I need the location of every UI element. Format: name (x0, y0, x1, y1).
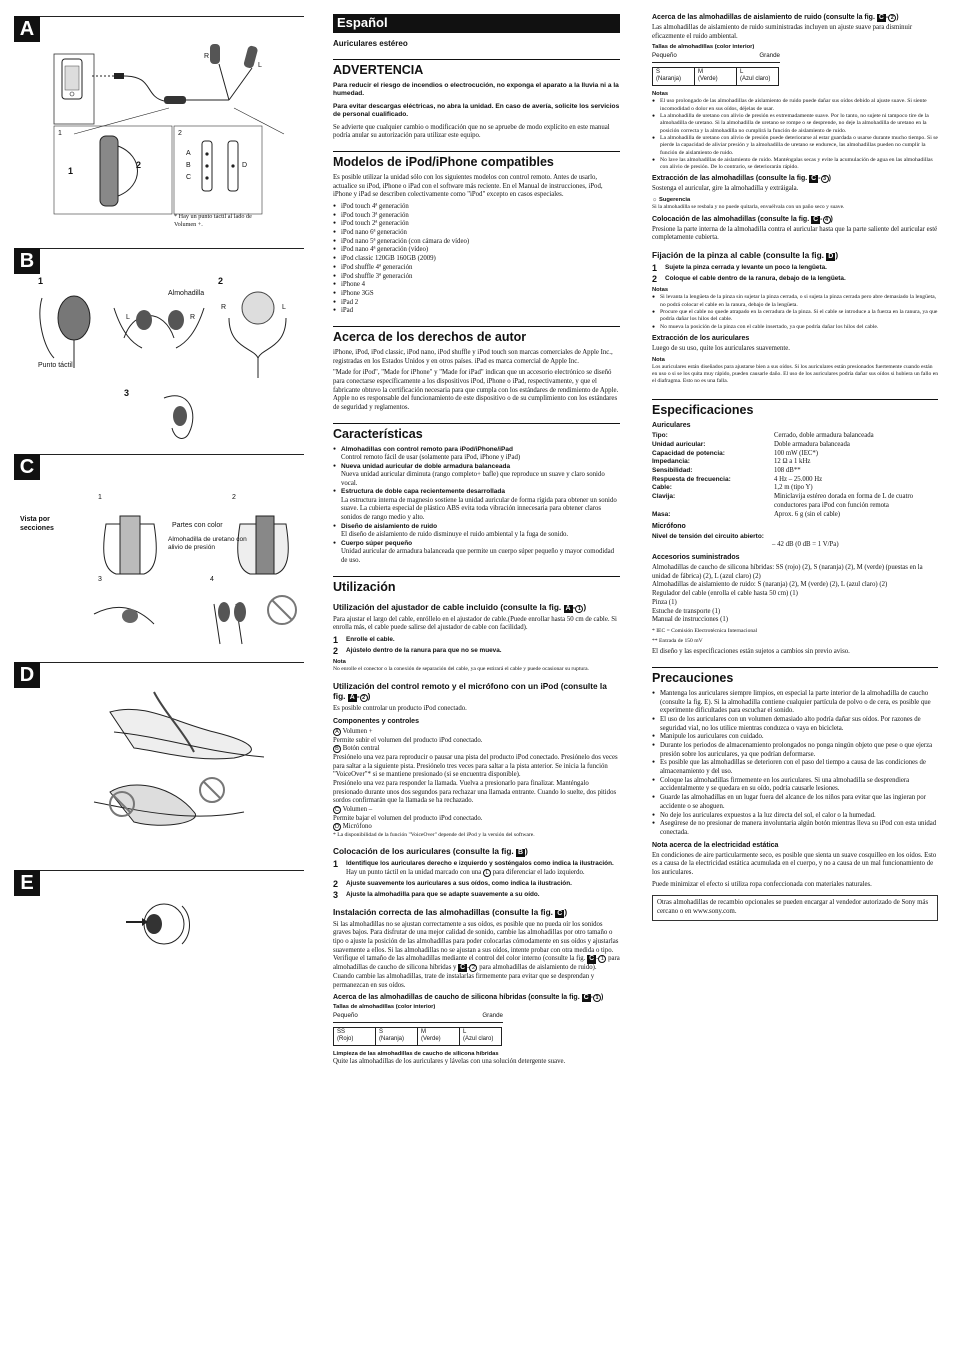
placement-step-3 (333, 891, 620, 900)
list-item: ● iPod classic 120GB 160GB (2009) (333, 255, 620, 264)
list-item: ● Mantenga los auriculares siempre limpios, en especial la parte interior de la almohadilla de caucho (consulte la fig. E). Si la almohadilla contiene cualquier partícula de polvo o de cera, es posible que experimente dificultades para escuchar el sonido. (652, 690, 938, 716)
clip-notes-list (652, 294, 938, 330)
feature-title: ● Estructura de doble capa recientemente desarrollada (341, 488, 506, 496)
list-item: ● iPod touch 4ª generación (333, 203, 620, 212)
figure-a-illustration (14, 16, 304, 241)
cleaning-heading: Limpieza de las almohadillas de caucho de silicona híbridas (333, 1050, 499, 1057)
callout-ref: 3 (821, 175, 829, 183)
step-2-label: 2 (136, 160, 142, 170)
part-label: Volumen – (342, 806, 373, 814)
step-number: 2 (333, 645, 339, 656)
left-marker-ref: L (483, 869, 491, 877)
remove-text: Luego de su uso, quite los auriculares suavemente. (652, 344, 790, 352)
mic-heading: Micrófono (652, 523, 686, 531)
spec-key: Clavija: (652, 493, 676, 501)
small-label: Pequeño (333, 1011, 358, 1019)
iec-note: * IEC = Comisión Electrotécnica Internacional (652, 627, 758, 634)
spec-key: Tipo: (652, 432, 668, 440)
size-label: Tallas de almohadillas (color interior) (333, 1004, 436, 1011)
tip-text: Si la almohadilla se resbala y no puede quitarla, envuélvala con un paño seco y suave. (652, 204, 845, 211)
spec-key: Masa: (652, 510, 671, 518)
part-b-label: B (186, 162, 191, 169)
size-arrow (652, 60, 780, 65)
spec-key: Respuesta de frecuencia: (652, 475, 731, 483)
figure-ref: C (811, 175, 817, 183)
callout-ref: 2 (360, 694, 368, 702)
warning-text-2: Para evitar descargas eléctricas, no abra la unidad. En caso de avería, solicite los servicios de personal cualificado. (333, 102, 620, 119)
part-label: Volumen + (342, 727, 373, 735)
step-number: 2 (652, 273, 658, 284)
spec-value: Doble armadura balanceada (774, 441, 850, 449)
list-item (333, 488, 620, 522)
step-number: 2 (333, 878, 339, 889)
list-item: ● iPod shuffle 4ª generación (333, 264, 620, 273)
part-a-label: A (186, 150, 191, 157)
step-text: Sujete la pinza cerrada y levante un poco la lengüeta. (665, 263, 827, 271)
feature-desc: La estructura interna de magnesio sostiene la unidad auricular de forma rígida para obtener un sonido suave. La cubierta especial de plástico ABS evita toda vibración innecesaria para obtener claros sonidos de rango medio y alto. (341, 496, 617, 522)
figure-d-label: D (14, 662, 40, 688)
list-item: ● iPod touch 3ª generación (333, 212, 620, 221)
figure-ref: C (813, 215, 819, 223)
list-item: ● Guarde las almohadillas en un lugar fuera del alcance de los niños para evitar que las ingieran por accidente o se ahoguen. (652, 794, 938, 811)
adjuster-step-1 (333, 636, 620, 645)
spec-value: 4 Hz – 25.000 Hz (774, 475, 823, 483)
size-cell: M (Verde) (695, 67, 737, 85)
list-item: ● La almohadilla de uretano con alivio de presión es extremadamente suave. Por lo tanto, no sujete ni tampoco tire de la almohadilla de uretano. Si la almohadilla de uretano se rompe o se desprende, no deje la almohadilla de uretano en la posición correcta y la almohadilla no cumplirá la función de aislamiento de ruido. (652, 113, 938, 135)
placement-step-2 (333, 880, 620, 889)
specs-heading: Especificaciones (652, 399, 938, 418)
size-cell: L (Azul claro) (460, 1027, 502, 1045)
figure-ref: C (460, 964, 466, 972)
step-subtext: para diferenciar el lado izquierdo. (492, 868, 585, 876)
hybrid-size-table (333, 1027, 502, 1046)
pad-placement-heading-text: Colocación de las almohadillas (consulte la fig. (652, 215, 810, 223)
noise-text: Las almohadillas de aislamiento de ruido suministradas incluyen un ajuste suave para disminuir eficazmente el ruido ambiental. (652, 23, 913, 40)
install-text-1: Si las almohadillas no se ajustan correctamente a sus oídos, es posible que no pueda oír los sonidos graves bajos. Para disfrutar de una mejor calidad de sonido, cambie las almohadillas por otro tamaño o tipo o ajuste la posición de las almohadillas para poder colocarlas cómodamente en sus oídos y ajustarlas suavemente a ellos. Si las almohadillas no se ajustan a sus oídos, intente probar con otra medida o tipo. Verifique el tamaño de las almohadillas mediante el control del color interno (consulte la fig. (333, 920, 619, 963)
clip-step-2 (652, 275, 938, 284)
callout-4: 4 (210, 576, 214, 583)
left-marker: L (258, 62, 262, 69)
feature-desc: Unidad auricular de armadura balanceada que permite un cuerpo súper pequeño y mayor comodidad de uso. (341, 548, 615, 564)
spec-key: Capacidad de potencia: (652, 449, 725, 457)
figure-b-label: B (14, 248, 40, 274)
callout-ref: 2 (888, 14, 896, 22)
small-label: Pequeño (652, 51, 677, 59)
spec-value: 100 mW (IEC*) (774, 449, 819, 457)
figure-ref: B (518, 849, 524, 857)
pad-placement-text: Presione la parte interna de la almohadilla contra el auricular hasta que la parte saliente del auricular esté completamente cubierta. (652, 225, 938, 242)
precautions-list (652, 690, 938, 838)
figure-a-label: A (14, 16, 40, 42)
voiceover-note: * La disponibilidad de la función "VoiceOver" depende del iPod y la versión del software. (333, 832, 535, 839)
install-text: Si las almohadillas no se ajustan correctamente a sus oídos, es posible que no pueda oír los sonidos graves bajos. Para disfrutar de una mejor calidad de sonido, cambie las almohadillas por otro tamaño o tipo o ajuste la posición de las almohadillas para poder colocarlas cómodamente en sus oídos y ajustarlas suavemente a ellos. Si las almohadillas no se ajustan a sus oídos, intente probar con otra medida o tipo. Verifique el tamaño de las almohadillas mediante el control del color interno (consulte la fig. C - 1 para almohadillas de caucho de silicona híbridas y C - 2 para almohadillas de aislamiento de ruido). Cuando cambie las almohadillas, trate de instalarlas firmemente para evitar que se desprendan y permanezcan en sus oídos. (333, 920, 620, 989)
figure-ref: A (565, 604, 571, 612)
figure-c (14, 454, 304, 652)
callout-2: 2 (232, 494, 236, 501)
figure-ref: C (589, 955, 595, 963)
volume-note: * Hay un punto táctil al lado de Volumen +. (174, 213, 252, 228)
list-item: ● Asegúrese de no presionar de manera involuntaria algún botón mientras lleva su iPod con esta unidad conectada. (652, 820, 938, 837)
feature-title: ● Cuerpo súper pequeño (341, 539, 413, 547)
step-text: Ajuste suavemente los auriculares a sus oídos, como indica la ilustración. (346, 879, 572, 887)
figure-c-label: C (14, 454, 40, 480)
copyright-text-2: "Made for iPod", "Made for iPhone" y "Made for iPad" indican que un accesorio electrónico se diseñó para conectarse específicamente a los dispositivos iPod, iPhone o iPad, respectivamente, y que el fabricante obtuvo la certificación necesaria para que cumpla con los estándares de rendimiento de Apple. Apple no es responsable del funcionamiento de este dispositivo o de su cumplimiento con los estándares de seguridad y reglamentos. (333, 369, 619, 412)
extract-heading: Extracción de las almohadillas (consulte la fig. C - 3 ) (652, 175, 831, 183)
accessories-heading: Accesorios suministrados (652, 554, 740, 562)
usage-heading: Utilización (333, 576, 620, 595)
size-scale (333, 1012, 503, 1025)
callout-ref: 1 (598, 955, 606, 963)
list-item: Manual de instrucciones (1) (652, 616, 729, 624)
clip-step-1 (652, 264, 938, 273)
step-1-label: 1 (38, 276, 44, 286)
list-item: ● Es posible que las almohadillas se deterioren con el paso del tiempo a causa de las condiciones de almacenamiento y del uso. (652, 759, 938, 776)
figure-ref: C (583, 994, 589, 1002)
figure-e-illustration (14, 870, 304, 950)
size-cell: S (Naranja) (376, 1027, 418, 1045)
remove-note-heading: Nota (652, 356, 665, 363)
tip-heading (652, 197, 938, 204)
spec-value: 108 dB** (774, 467, 801, 475)
list-item: Regulador del cable (enrolla el cable hasta 50 cm) (1) (652, 590, 798, 598)
remote-heading-text: Utilización del control remoto y el micrófono con un iPod (consulte la fig. (333, 680, 607, 702)
figure-c-illustration (14, 454, 304, 652)
list-item: Estuche de transporte (1) (652, 607, 721, 615)
step-text: Coloque el cable dentro de la ranura, debajo de la lengüeta. (665, 274, 846, 282)
list-item: Almohadillas de aislamiento de ruido: S (naranja) (2), M (verde) (2), L (azul claro) (2) (652, 581, 888, 589)
list-item: ● iPod nano 5ª generación (con cámara de vídeo) (333, 238, 620, 247)
earpiece-label: Almohadilla (168, 290, 205, 297)
spec-value: 1,2 m (tipo Y) (774, 484, 813, 492)
hybrid-heading: Acerca de las almohadillas de caucho de silicona híbridas (consulte la fig. C - 1 ) (333, 994, 604, 1002)
callout-ref: 1 (593, 994, 601, 1002)
text-column-3 (652, 14, 938, 921)
warning-text-3: Se advierte que cualquier cambio o modificación que no se apruebe de modo explícito en este manual podría anular su autorización para utilizar este equipo. (333, 123, 610, 140)
install-heading: Instalación correcta de las almohadillas (consulte la fig. C ) (333, 906, 568, 917)
list-item: ● El uso de los auriculares con un volumen demasiado alto podría dañar sus oídos. Por razones de seguridad vial, no los utilice mientras conduzca o vaya en bicicleta. (652, 716, 938, 733)
placement-heading: Colocación de los auriculares (consulte la fig. B ) (333, 846, 528, 857)
part-c-label: C (186, 174, 192, 181)
clip-notes-heading: Notas (652, 286, 669, 293)
static-text-1: En condiciones de aire particularmente seco, es posible que sienta un suave cosquilleo en los oídos. Esto es a causa de la electricidad estática acumulada en el cuerpo, y no a causa de un mal funcionamiento de los auriculares. (652, 851, 937, 876)
noise-heading-text: Acerca de las almohadillas de aislamiento de ruido (consulte la fig. (652, 14, 875, 21)
large-label: Grande (759, 51, 780, 59)
parts-heading: Componentes y controles (333, 717, 419, 725)
feature-title: ● Diseño de aislamiento de ruido (341, 522, 438, 530)
adjuster-heading: Utilización del ajustador de cable incluido (consulte la fig. A - 1 ) (333, 601, 587, 612)
adjuster-note: No enrolle el conector o la conexión de separación del cable, ya que estirará el cable y puede ocasionar su ruptura. (333, 666, 589, 673)
list-item: ● iPod shuffle 3ª generación (333, 273, 620, 282)
step-3-label: 3 (124, 388, 130, 398)
list-item: Pinza (1) (652, 598, 677, 606)
callout-2: 2 (178, 130, 182, 137)
callout-ref: 4 (823, 216, 831, 224)
step-text: Identifique los auriculares derecho e izquierdo y sosténgalos como indica la ilustración. (346, 860, 614, 868)
size-scale (652, 52, 780, 65)
mic-value: – 42 dB (0 dB = 1 V/Pa) (772, 541, 839, 549)
figure-ref: D (828, 252, 834, 260)
list-item (333, 523, 620, 540)
feature-desc: Nueva unidad auricular diminuta (rango completo+ bafle) que reproduce un suave y claro sonido vocal. (341, 471, 605, 487)
design-note: El diseño y las especificaciones están sujetos a cambios sin previo aviso. (652, 648, 850, 656)
part-label: Micrófono (342, 823, 372, 831)
color-parts-label: Partes con color (172, 522, 223, 529)
list-item: ● Durante los periodos de almacenamiento prolongados no ponga ningún objeto que pese o que ejerza presión sobre los auriculares, ya que podrían deformarse. (652, 742, 938, 759)
list-item: ● iPad (333, 307, 620, 316)
part-c-ref: C (333, 806, 341, 814)
list-item: ● Coloque las almohadillas firmemente en los auriculares. Si una almohadilla se desprendiera accidentalmente y se quedara en su oído, podría causarle lesiones. (652, 777, 938, 794)
step-number: 3 (333, 889, 339, 900)
remove-note: Los auriculares están diseñados para ajustarse bien a sus oídos. Si los auriculares están presionados fuertemente cuando están en uso o si se los quita muy rápido, pueden causarle daño. El uso de los auriculares podría dañar sus oídos si hubiera un fallo en el diafragma. Esto no es una falla. (652, 363, 938, 385)
part-d-ref: D (333, 823, 341, 831)
models-intro: Es posible utilizar la unidad sólo con los siguientes modelos con control remoto. Antes de usarlo, actualice su iPod, iPhone o iPad con el software más reciente. En el Manual de instrucciones, iPod, iPhone y iPad se describen colectivamente como "iPod" excepto en casos especiales. (333, 173, 603, 199)
mic-key: Nivel de tensión del circuito abierto: (652, 533, 764, 541)
step-subtext: Hay un punto táctil en la unidad marcado con una (346, 868, 482, 876)
spec-value: Cerrado, doble armadura balanceada (774, 432, 874, 440)
specs-subheading: Auriculares (652, 422, 691, 430)
list-item: ● No lave las almohadillas de aislamiento de ruido. Manténgalas secas y evite la acumulación de agua en las almohadillas con alivio de presión. De lo contrario, se deteriorarán rápido. (652, 157, 938, 172)
step-text: Ajuste la almohadilla para que se adapte suavemente a su oído. (346, 890, 540, 898)
size-cell: S (Naranja) (653, 67, 695, 85)
precautions-heading: Precauciones (652, 667, 938, 686)
step-number: 1 (333, 859, 339, 870)
spec-key: Impedancia: (652, 458, 690, 466)
list-item: ● iPod nano 4ª generación (vídeo) (333, 246, 620, 255)
specs-table (652, 432, 938, 519)
callout-1: 1 (58, 130, 62, 137)
extract-text: Sostenga el auricular, gire la almohadilla y extráigala. (652, 185, 799, 193)
right-marker: R (190, 314, 196, 321)
large-label: Grande (482, 1011, 503, 1019)
figure-e (14, 870, 304, 950)
remove-heading: Extracción de los auriculares (652, 334, 750, 342)
hybrid-heading-text: Acerca de las almohadillas de caucho de silicona híbridas (consulte la fig. (333, 994, 580, 1002)
extract-heading-text: Extracción de las almohadillas (consulte la fig. (652, 175, 808, 183)
figure-d (14, 662, 304, 860)
copyright-heading: Acerca de los derechos de autor (333, 326, 620, 345)
list-item: ● Procure que el cable no quede atrapado en la cerradura de la pinza. Si el cable se introduce a la fuerza en la ranura, ya que podría dañar los hilos del cable. (652, 309, 938, 324)
callout-ref: 2 (469, 964, 477, 972)
part-d-label: D (242, 162, 248, 169)
note-heading: Nota (333, 658, 346, 665)
figure-ref: A (349, 694, 355, 702)
figure-d-illustration (14, 662, 304, 860)
list-item: ● iPod touch 2ª generación (333, 220, 620, 229)
step-number: 1 (652, 262, 658, 273)
placement-step-1 (333, 860, 620, 877)
feature-title: ● Almohadillas con control remoto para iPod/iPhone/iPad (341, 445, 513, 453)
spec-key: Cable: (652, 484, 672, 492)
placement-heading-text: Colocación de los auriculares (consulte la fig. (333, 846, 514, 857)
install-heading-text: Instalación correcta de las almohadillas (consulte la fig. (333, 906, 553, 917)
section-view-label: Vista por secciones (20, 516, 54, 532)
clip-heading: Fijación de la pinza al cable (consulte la fig. D ) (652, 249, 839, 260)
feature-title: ● Nueva unidad auricular de doble armadura balanceada (341, 462, 511, 470)
list-item (333, 446, 620, 463)
part-desc: Permite bajar el volumen del producto iPod conectado. (333, 814, 483, 822)
list-item: ● iPod nano 6ª generación (333, 229, 620, 238)
spec-value: Aprox. 6 g (sin el cable) (774, 510, 841, 518)
part-label: Botón central (342, 745, 380, 753)
size-cell: M (Verde) (418, 1027, 460, 1045)
features-list (333, 446, 620, 566)
list-item: ● iPhone 4 (333, 281, 620, 290)
notes-list (652, 98, 938, 171)
warning-heading: ADVERTENCIA (333, 59, 620, 78)
models-list (333, 203, 620, 316)
step-1-label: 1 (68, 166, 74, 176)
notes-heading: Notas (652, 91, 669, 98)
spec-key: Unidad auricular: (652, 441, 706, 449)
remote-heading: Utilización del control remoto y el micrófono con un iPod (consulte la fig. A - 2 ) (333, 680, 607, 702)
text-column-2 (333, 14, 620, 1070)
figure-a (14, 16, 304, 241)
models-heading: Modelos de iPod/iPhone compatibles (333, 151, 620, 170)
callout-3: 3 (98, 576, 102, 583)
part-b-ref: B (333, 745, 341, 753)
figure-b-illustration (14, 248, 304, 448)
noise-heading: Acerca de las almohadillas de aislamiento de ruido (consulte la fig. C - 2 ) (652, 14, 899, 21)
copyright-text-1: iPhone, iPod, iPod classic, iPod nano, iPod shuffle y iPod touch son marcas comerciales de Apple Inc., registradas en los Estados Unidos y en otros países. iPad es marca comercial de Apple Inc. (333, 348, 613, 365)
part-desc: Permite subir el volumen del producto iPod conectado. (333, 736, 483, 744)
list-item: ● La almohadilla de uretano con alivio de presión puede deteriorarse al estar guardada o usarse durante mucho tiempo. Si se pierde la capacidad de aliviar presión y la almohadilla de uretano se endurece, las almohadillas pueden no cumplir la función de aislamiento de ruido. (652, 135, 938, 157)
features-heading: Características (333, 423, 620, 442)
lightbulb-icon: ☼ (652, 197, 658, 204)
list-item: ● El uso prolongado de las almohadillas de aislamiento de ruido puede dañar sus oídos debido al ajuste suave. Si siente incomodidad o dolor en sus oídos, déjelas de usar. (652, 98, 938, 113)
list-item: ● No mueva la posición de la pinza con el cable insertado, ya que podría dañar los hilos del cable. (652, 324, 938, 331)
step-2-label: 2 (218, 276, 224, 286)
callout-1: 1 (98, 494, 102, 501)
tip-heading-text: Sugerencia (658, 197, 691, 204)
feature-desc: El diseño de aislamiento de ruido disminuye el ruido ambiental y la fuga de sonido. (341, 531, 569, 539)
adjuster-heading-text: Utilización del ajustador de cable incluido (consulte la fig. (333, 601, 562, 612)
cleaning-text: Quite las almohadillas de los auriculares y lávelas con una solución detergente suave. (333, 1058, 566, 1066)
install-text-3: para almohadillas de aislamiento de ruido). (479, 964, 597, 972)
callout-ref: 1 (575, 605, 583, 613)
accessories-list (652, 564, 938, 625)
pad-placement-heading: Colocación de las almohadillas (consulte la fig. C - 4 ) (652, 215, 833, 223)
install-text-2: para almohadillas de caucho de silicona híbridas y (333, 955, 620, 972)
size-label: Tallas de almohadillas (color interior) (652, 44, 755, 51)
db-note: ** Entrada de 150 mV (652, 638, 703, 645)
spec-value: Miniclavija estéreo dorada en forma de L de cuatro conductores para iPod con función remota (774, 493, 914, 509)
replacement-box: Otras almohadillas de recambio opcionales se pueden encargar al vendedor autorizado de Sony más cercano o en www.sony.com. (652, 895, 938, 920)
list-item (333, 540, 620, 566)
part-desc: Presiónelo una vez para responder la llamada. Vuelva a presionarlo para finalizar. Manténgalo presionado durante unos dos segundos para rechazar una llamada entrante. Cuando lo suelte, dos pitidos sordos confirmarán que la llamada se ha rechazado. (333, 779, 617, 805)
static-text-2: Puede minimizar el efecto si utiliza ropa confeccionada con materiales naturales. (652, 880, 872, 888)
spec-key: Sensibilidad: (652, 467, 693, 475)
remote-text: Es posible controlar un producto iPod conectado. (333, 705, 467, 713)
part-desc: Presiónelo una vez para reproducir o pausar una pista del producto iPod conectado. Presiónelo dos veces para saltar a la siguiente pista. Presiónelo tres veces para saltar a la pista anterior. Se inicia la función "VoiceOver"* si se mantiene presionado (si se encuentra disponible). (333, 753, 618, 779)
adjuster-text: Para ajustar el largo del cable, enróllelo en el ajustador de cable.(Puede enrollar hasta 50 cm de cable. Si enrolla más, el cable puede salirse del ajustador de cable con facilidad). (333, 615, 617, 632)
figure-ref: C (878, 14, 884, 21)
language-header: Español (333, 14, 620, 33)
size-cell: L (Azul claro) (737, 67, 779, 85)
install-text-4: Cuando cambie las almohadillas, trate de instalarlas firmemente para evitar que se desprendan y permanezcan en sus oídos. (333, 972, 595, 989)
figure-ref: C (557, 909, 563, 917)
list-item: ● Manipule los auriculares con cuidado. (652, 733, 938, 742)
parts-list (333, 728, 620, 832)
left-marker-2: L (282, 304, 286, 311)
adjuster-step-2 (333, 647, 620, 656)
tactile-dot-label: Punto táctil (38, 362, 73, 369)
product-subtitle: Auriculares estéreo (333, 38, 408, 48)
feature-desc: Control remoto fácil de usar (solamente para iPod, iPhone y iPad) (341, 454, 521, 462)
static-heading: Nota acerca de la electricidad estática (652, 841, 779, 849)
figure-b (14, 248, 304, 448)
size-arrow (333, 1020, 503, 1025)
list-item: ● No deje los auriculares expuestos a la luz directa del sol, el calor o la humedad. (652, 812, 938, 821)
right-marker-2: R (221, 304, 227, 311)
spec-value: 12 Ω a 1 kHz (774, 458, 811, 466)
right-marker: R (204, 53, 210, 60)
size-cell: SS (Rojo) (334, 1027, 376, 1045)
list-item: ● Si levanta la lengüeta de la pinza sin sujetar la pinza cerrada, o si sujeta la pinza cerrada pero abre demasiado la lengüeta, no podrá colocar el cable en la ranura, debajo de la lengüeta. (652, 294, 938, 309)
left-marker: L (126, 314, 130, 321)
clip-heading-text: Fijación de la pinza al cable (consulte la fig. (652, 249, 824, 260)
list-item (333, 463, 620, 489)
part-a-ref: A (333, 728, 341, 736)
step-text: Ajústelo dentro de la ranura para que no se mueva. (346, 646, 502, 654)
noise-size-table (652, 67, 779, 86)
list-item: Almohadillas de caucho de silicona híbridas: SS (rojo) (2), S (naranja) (2), M (verde) (puestas en la unidad de fábrica) (2), L (azul claro) (2) (652, 564, 923, 580)
list-item: ● iPhone 3GS (333, 290, 620, 299)
warning-text-1: Para reducir el riesgo de incendios o electrocución, no exponga el aparato a la lluvia ni a la humedad. (333, 81, 619, 98)
figure-e-label: E (14, 870, 40, 896)
urethane-label: Almohadilla de uretano con alivio de presión (168, 536, 247, 552)
step-number: 1 (333, 634, 339, 645)
step-text: Enrolle el cable. (346, 635, 395, 643)
list-item: ● iPad 2 (333, 299, 620, 308)
